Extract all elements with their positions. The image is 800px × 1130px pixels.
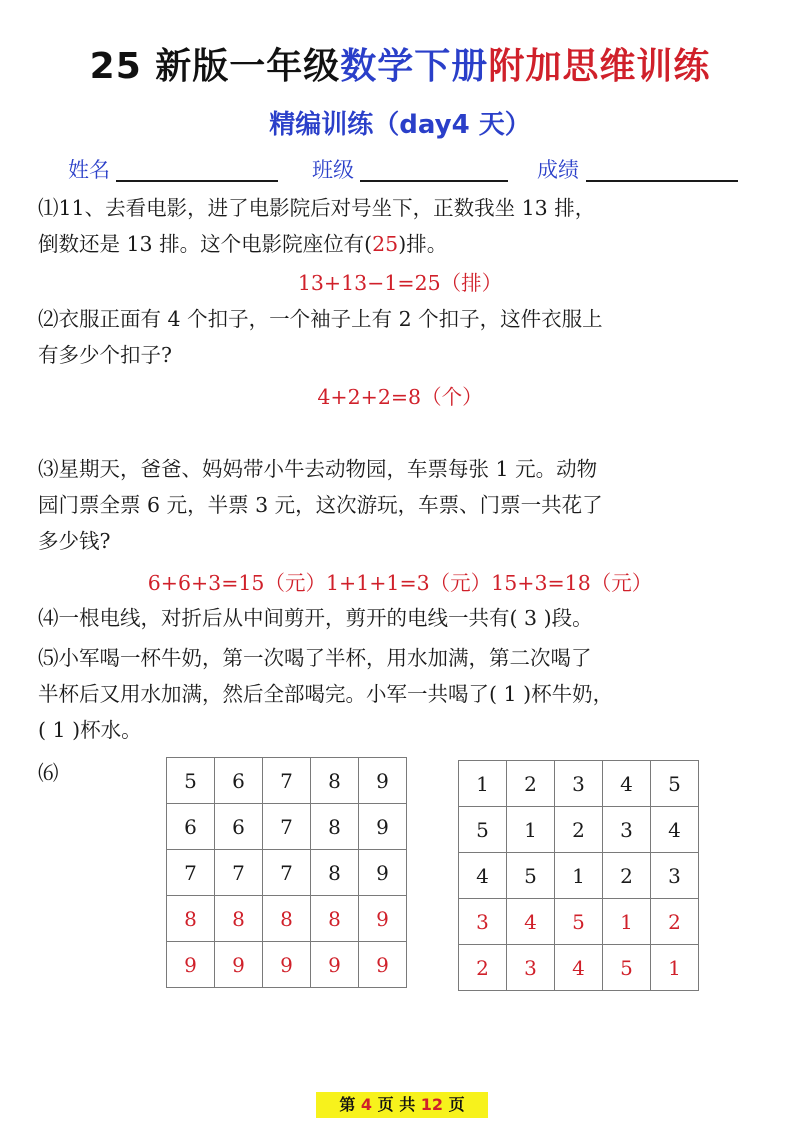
grid-cell: 3 [603,807,651,853]
grid-row [167,758,407,804]
grid-cell: 6 [167,804,215,850]
question-4-line-1: ⑷一根电线，对折后从中间剪开，剪开的电线一共有( 3 )段。 [38,606,593,630]
grid-cell: 9 [215,942,263,988]
question-1-blank-answer: 25 [372,232,399,256]
question-6-label: ⑹ [38,761,59,785]
question-5-line-1: ⑸小军喝一杯牛奶，第一次喝了半杯，用水加满，第二次喝了 [38,646,592,670]
page-number-footer: 第 4 页 共 12 页 [316,1092,488,1118]
grid-cell: 9 [167,942,215,988]
grid-cell: 4 [507,899,555,945]
question-3 [38,451,768,559]
class-label: 班级 [312,158,354,182]
grid-cell: 8 [311,758,359,804]
grid-row [167,896,407,942]
grid-cell: 7 [215,850,263,896]
grid-cell: 8 [167,896,215,942]
grid-cell: 1 [555,853,603,899]
question-2-line-2: 有多少个扣子? [38,343,172,367]
grid-cell: 5 [459,807,507,853]
grid-cell: 3 [555,761,603,807]
question-3-line-1: ⑶星期天，爸爸、妈妈带小牛去动物园，车票每张 1 元。动物 [38,457,598,481]
grid-cell: 9 [311,942,359,988]
name-label: 姓名 [68,158,110,182]
grid-cell: 9 [359,804,407,850]
grid-cell: 5 [651,761,699,807]
number-grid-right [458,760,699,991]
question-1-line-1: ⑴11、去看电影，进了电影院后对号坐下，正数我坐 13 排， [38,196,596,220]
grid-cell: 6 [215,758,263,804]
question-1-answer: 13+13−1=25（排） [297,271,503,295]
grid-cell: 9 [263,942,311,988]
question-1 [38,190,768,262]
grid-cell: 3 [651,853,699,899]
grid-cell: 3 [507,945,555,991]
question-5 [38,640,768,748]
grid-cell: 4 [651,807,699,853]
grid-row [459,899,699,945]
score-blank-line [586,180,738,182]
grid-row [167,850,407,896]
score-label: 成绩 [537,158,579,182]
grid-row [459,807,699,853]
grid-row [167,804,407,850]
class-blank-line [360,180,508,182]
grid-cell: 4 [459,853,507,899]
grid-cell: 9 [359,758,407,804]
question-1-line-2: 倒数还是 13 排。这个电影院座位有(25)排。 [38,232,448,256]
grid-cell: 2 [459,945,507,991]
grid-cell: 3 [459,899,507,945]
grid-cell: 5 [555,899,603,945]
grid-cell: 1 [507,807,555,853]
question-4 [38,600,768,636]
question-3-line-2: 园门票全票 6 元，半票 3 元，这次游玩，车票、门票一共花了 [38,493,603,517]
grid-cell: 1 [603,899,651,945]
grid-cell: 8 [311,804,359,850]
grid-cell: 2 [651,899,699,945]
total-pages: 12 [420,1095,444,1114]
grid-cell: 5 [167,758,215,804]
grid-cell: 7 [167,850,215,896]
page-subtitle: 精编训练（day4 天） [269,110,531,140]
grid-cell: 9 [359,896,407,942]
grid-cell: 6 [215,804,263,850]
question-2-answer: 4+2+2=8（个） [317,385,483,409]
title-part-grade: 25 新版一年级 [89,46,341,87]
title-part-subject: 数学下册 [340,46,489,87]
question-3-line-3: 多少钱? [38,529,111,553]
question-3-answer: 6+6+3=15（元）1+1+1=3（元）15+3=18（元） [147,571,653,595]
grid-cell: 7 [263,758,311,804]
grid-cell: 9 [359,850,407,896]
grid-cell: 4 [555,945,603,991]
grid-cell: 2 [603,853,651,899]
grid-cell: 4 [603,761,651,807]
grid-cell: 2 [555,807,603,853]
grid-cell: 8 [215,896,263,942]
grid-cell: 9 [359,942,407,988]
student-info-row [68,150,748,186]
number-grid-left [166,757,407,988]
grid-row [459,945,699,991]
grid-cell: 1 [459,761,507,807]
grid-cell: 2 [507,761,555,807]
question-2-line-1: ⑵衣服正面有 4 个扣子，一个袖子上有 2 个扣子，这件衣服上 [38,307,603,331]
grid-cell: 8 [311,850,359,896]
page-title [0,38,800,89]
grid-cell: 8 [263,896,311,942]
question-5-line-3: ( 1 )杯水。 [38,718,142,742]
title-part-training: 附加思维训练 [488,46,711,87]
question-2 [38,301,768,373]
grid-row [167,942,407,988]
grid-cell: 8 [311,896,359,942]
current-page: 4 [360,1095,373,1114]
grid-row [459,853,699,899]
grid-cell: 1 [651,945,699,991]
grid-row [459,761,699,807]
question-5-line-2: 半杯后又用水加满，然后全部喝完。小军一共喝了( 1 )杯牛奶， [38,682,614,706]
grid-cell: 7 [263,850,311,896]
name-blank-line [116,180,278,182]
grid-cell: 7 [263,804,311,850]
grid-cell: 5 [507,853,555,899]
grid-cell: 5 [603,945,651,991]
